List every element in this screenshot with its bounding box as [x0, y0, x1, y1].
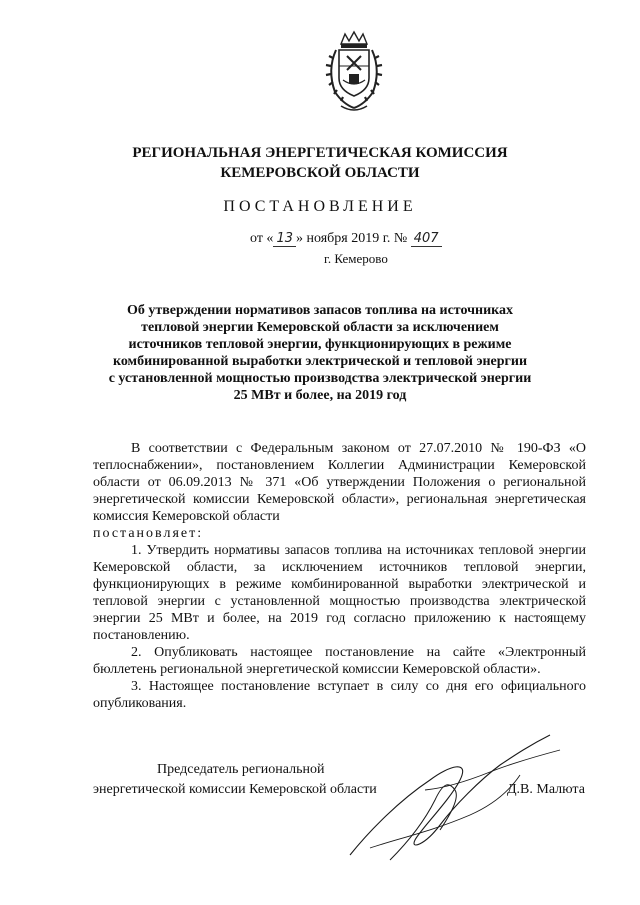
document-date-line: [250, 231, 480, 247]
date-prefix: от «: [250, 231, 274, 246]
resolves-word: постановляет:: [93, 526, 204, 541]
city-name: г. Кемерово: [324, 251, 388, 266]
subject-line: тепловой энергии Кемеровской области за исключением: [141, 320, 499, 335]
subject-line: источников тепловой энергии, функционирующих в режиме: [128, 337, 512, 352]
subject-line: 25 МВт и более, на 2019 год: [233, 388, 407, 403]
subject-line: с установленной мощностью производства электрической энергии: [108, 371, 532, 386]
resolution-item-2: 2. Опубликовать настоящее постановление на сайте «Электронный бюллетень региональной энергетической комиссии Кемеровской области».: [93, 645, 586, 677]
signer-name: Д.В. Малюта: [507, 782, 585, 797]
organization-name-line1: РЕГИОНАЛЬНАЯ ЭНЕРГЕТИЧЕСКАЯ КОМИССИЯ: [132, 145, 508, 161]
resolution-item-3: 3. Настоящее постановление вступает в силу со дня его официального опубликования.: [93, 679, 586, 711]
subject-line: комбинированной выработки электрической и тепловой энергии: [112, 354, 528, 369]
organization-name-line2: КЕМЕРОВСКОЙ ОБЛАСТИ: [220, 165, 420, 181]
resolution-item-1: 1. Утвердить нормативы запасов топлива на источниках тепловой энергии Кемеровской области, за исключением источников тепловой энергии, функционирующих в режиме комбинированной выработки электрической и тепловой энергии с установленной мощностью производства электрической энергии 25 МВт и более, на 2019 год согласно приложению к настоящему постановлению.: [93, 543, 586, 643]
subject-line: Об утверждении нормативов запасов топлива на источниках: [126, 303, 514, 318]
document-type-title: ПОСТАНОВЛЕНИЕ: [223, 198, 417, 215]
handwritten-day: 13: [273, 231, 296, 247]
signer-title-line1: Председатель региональной: [157, 762, 325, 777]
date-middle: » ноября 2019 г. №: [295, 231, 408, 246]
preamble-paragraph: В соответствии с Федеральным законом от 27.07.2010 № 190-ФЗ «О теплоснабжении», постановлением Коллегии Администрации Кемеровской области от 06.09.2013 № 371 «Об утверждении Положения о региональной энергетической комиссии Кемеровской области», региональная энергетическая комиссия Кемеровской области: [93, 441, 586, 524]
coat-of-arms-emblem: [321, 30, 387, 116]
signer-title-line2: энергетической комиссии Кемеровской области: [93, 782, 377, 797]
document-subject: [100, 302, 540, 404]
handwritten-number: 407: [411, 231, 442, 247]
handwritten-signature: [330, 720, 570, 870]
document-body: [93, 440, 586, 712]
